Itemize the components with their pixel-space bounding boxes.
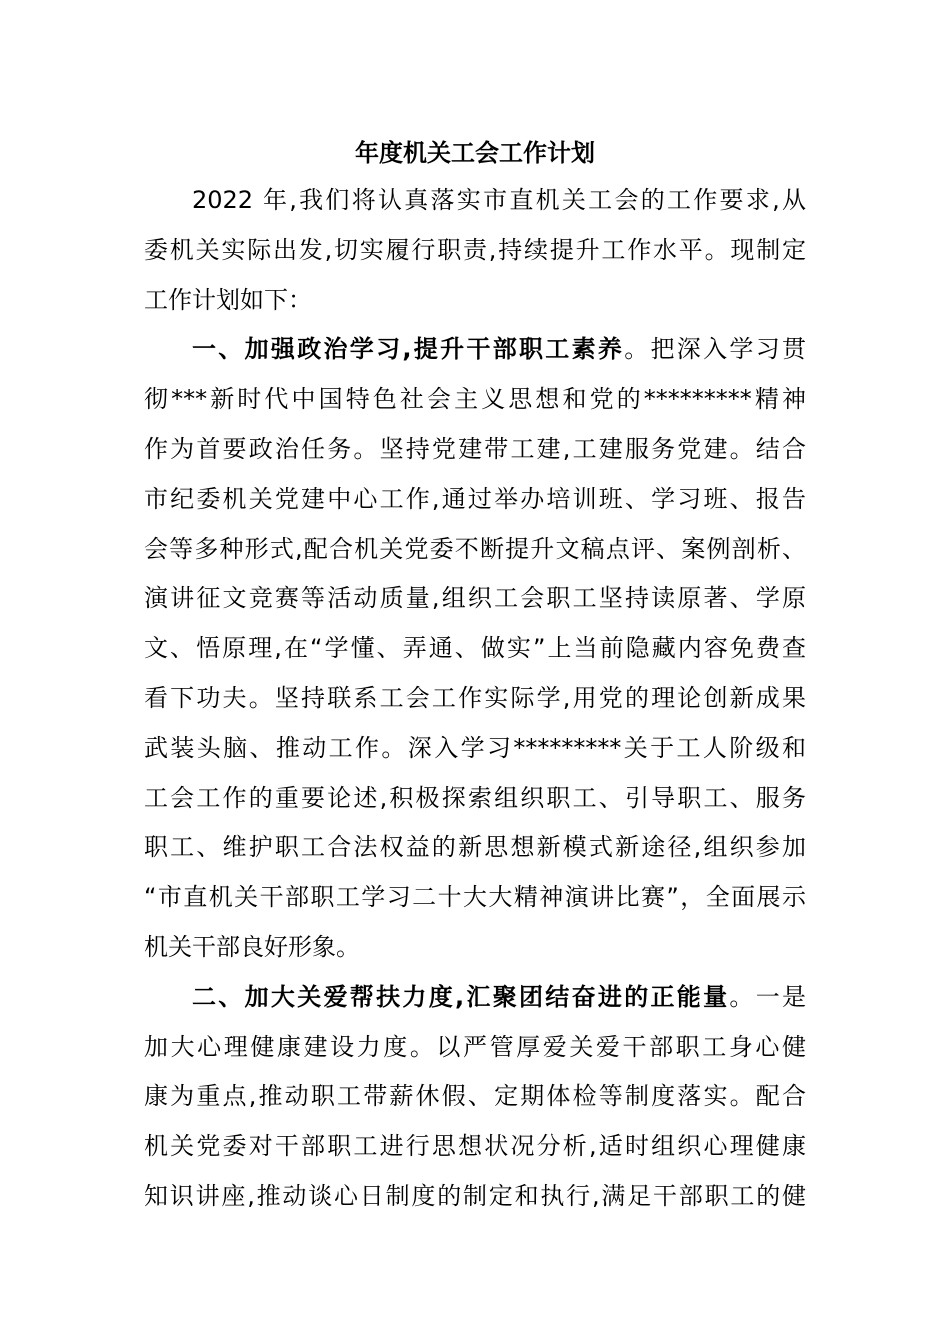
section-1-line: 会等多种形式,配合机关党委不断提升文稿点评、案例剖析、	[144, 534, 806, 563]
section-2-first-line-rest: 。一是	[729, 982, 807, 1011]
section-1-first-line-rest: 。把深入学习贯	[624, 335, 806, 364]
section-1-heading: 一、加强政治学习,提升干部职工素养	[192, 335, 625, 364]
section-2-line: 康为重点,推动职工带薪休假、定期体检等制度落实。配合	[144, 1082, 806, 1111]
section-1-line: 市纪委机关党建中心工作,通过举办培训班、学习班、报告	[144, 484, 806, 513]
section-1-line: 作为首要政治任务。坚持党建带工建,工建服务党建。结合	[144, 434, 806, 463]
section-2-heading: 二、加大关爱帮扶力度,汇聚团结奋进的正能量	[192, 982, 730, 1011]
intro-line: 2022 年,我们将认真落实市直机关工会的工作要求,从	[192, 186, 806, 214]
section-1-line: 看下功夫。坚持联系工会工作实际学,用党的理论创新成果	[144, 683, 806, 712]
section-2-line: 知识讲座,推动谈心日制度的制定和执行,满足干部职工的健	[144, 1181, 806, 1210]
page-title: 年度机关工会工作计划	[355, 139, 595, 167]
section-1-line: 工会工作的重要论述,积极探索组织职工、引导职工、服务	[144, 783, 806, 812]
intro-paragraph	[144, 176, 806, 325]
intro-line: 委机关实际出发,切实履行职责,持续提升工作水平。现制定	[144, 235, 806, 264]
document-body	[144, 176, 806, 1222]
section-1-line: 演讲征文竞赛等活动质量,组织工会职工坚持读原著、学原	[144, 584, 806, 613]
section-2-line: 机关党委对干部职工进行思想状况分析,适时组织心理健康	[144, 1132, 806, 1161]
section-2-line: 加大心理健康建设力度。以严管厚爱关爱干部职工身心健	[144, 1032, 806, 1061]
section-1-line: 彻***新时代中国特色社会主义思想和党的*********精神	[144, 385, 806, 414]
intro-line: 工作计划如下：	[144, 285, 312, 314]
section-2-paragraph	[144, 973, 806, 1222]
section-1-line: 职工、维护职工合法权益的新思想新模式新途径,组织参加	[144, 833, 806, 862]
section-1-line: 机关干部良好形象。	[144, 932, 360, 961]
section-1-line: “市直机关干部职工学习二十大大精神演讲比赛”，全面展示	[144, 883, 806, 912]
section-1-first-line	[144, 325, 806, 375]
section-1-paragraph	[144, 325, 806, 972]
section-2-first-line	[144, 973, 806, 1023]
section-1-line: 武装头脑、推动工作。深入学习*********关于工人阶级和	[144, 733, 806, 762]
section-1-line: 文、悟原理,在“学懂、弄通、做实”上当前隐藏内容免费查	[144, 634, 806, 663]
